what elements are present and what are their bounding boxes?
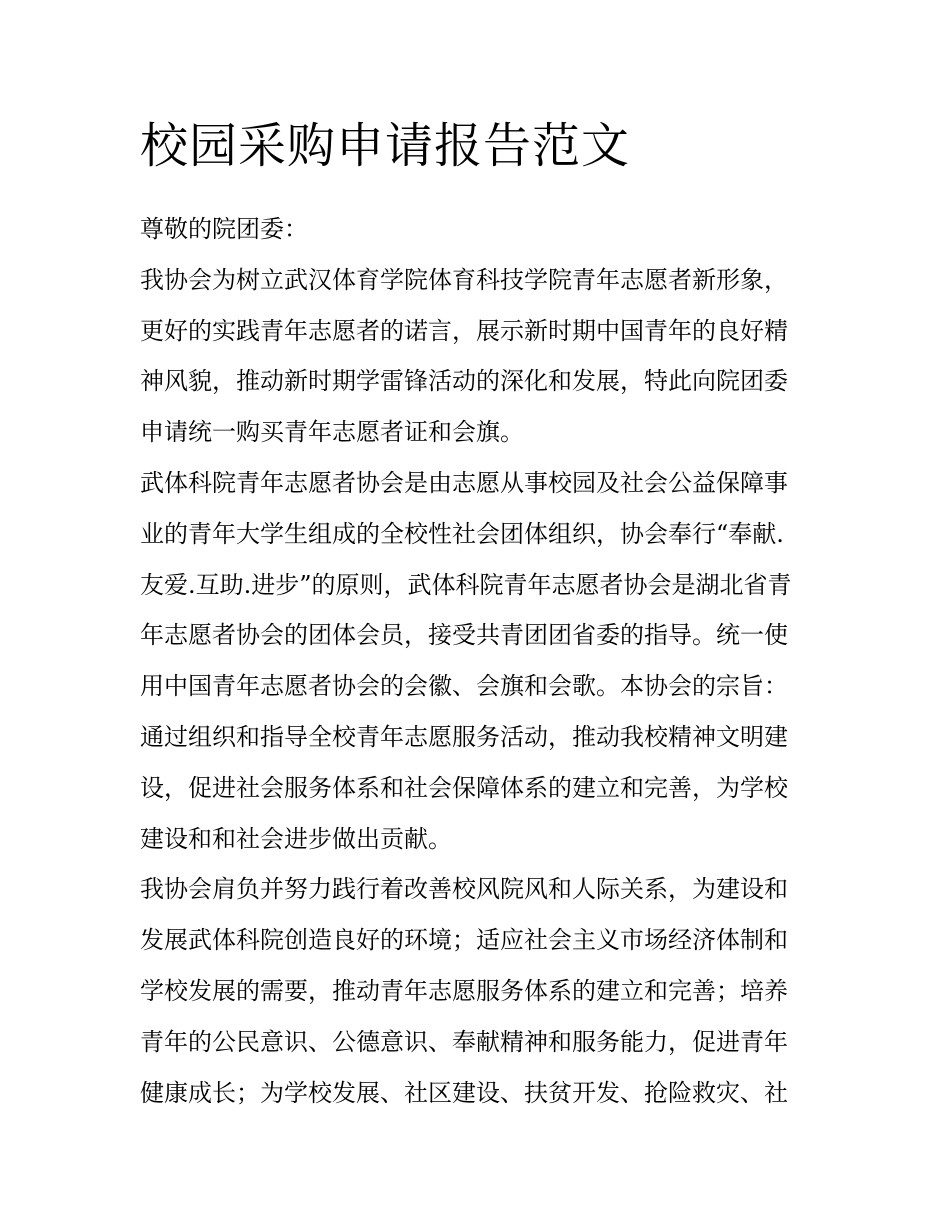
paragraph-line: 我协会为树立武汉体育学院体育科技学院青年志愿者新形象， <box>140 265 788 294</box>
paragraph-line: 年志愿者协会的团体会员，接受共青团团省委的指导。统一使 <box>140 621 788 650</box>
paragraph-line: 申请统一购买青年志愿者证和会旗。 <box>140 418 524 447</box>
paragraph-line: 用中国青年志愿者协会的会徽、会旗和会歌。本协会的宗旨： <box>140 672 788 701</box>
paragraph-line: 发展武体科院创造良好的环境；适应社会主义市场经济体制和 <box>140 926 788 955</box>
paragraph-line: 建设和和社会进步做出贡献。 <box>140 824 452 853</box>
document-title: 校园采购申请报告范文 <box>140 118 631 174</box>
paragraph-line: 友爱.互助.进步”的原则，武体科院青年志愿者协会是湖北省青 <box>140 570 792 599</box>
paragraph-line: 武体科院青年志愿者协会是由志愿从事校园及社会公益保障事 <box>140 468 788 497</box>
document-page <box>140 112 812 1118</box>
paragraph-3 <box>140 864 812 1118</box>
paragraph-line: 我协会肩负并努力践行着改善校风院风和人际关系，为建设和 <box>140 875 788 904</box>
paragraph-line: 健康成长；为学校发展、社区建设、扶贫开发、抢险救灾、社 <box>140 1078 788 1107</box>
paragraph-1 <box>140 255 812 458</box>
paragraph-line: 青年的公民意识、公德意识、奉献精神和服务能力，促进青年 <box>140 1027 788 1056</box>
paragraph-2 <box>140 458 812 864</box>
paragraph-line: 神风貌，推动新时期学雷锋活动的深化和发展，特此向院团委 <box>140 367 788 396</box>
paragraph-line: 通过组织和指导全校青年志愿服务活动，推动我校精神文明建 <box>140 722 788 751</box>
paragraph-line: 设，促进社会服务体系和社会保障体系的建立和完善，为学校 <box>140 773 788 802</box>
paragraph-line: 业的青年大学生组成的全校性社会团体组织，协会奉行“奉献. <box>140 519 784 548</box>
paragraph-line: 更好的实践青年志愿者的诺言，展示新时期中国青年的良好精 <box>140 316 788 345</box>
salutation: 尊敬的院团委： <box>140 215 308 243</box>
paragraph-line: 学校发展的需要，推动青年志愿服务体系的建立和完善；培养 <box>140 976 788 1005</box>
